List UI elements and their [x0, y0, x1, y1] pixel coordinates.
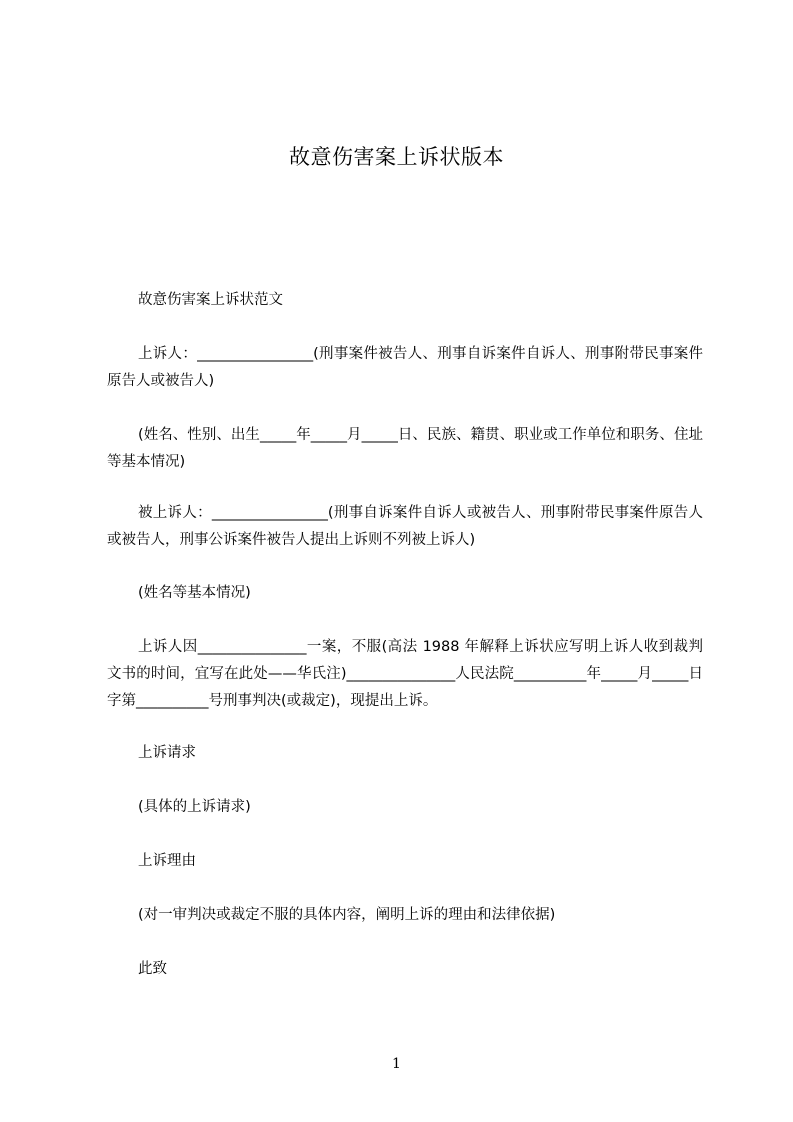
document-title: 故意伤害案上诉状版本 [289, 145, 504, 169]
paragraph-template-heading: 故意伤害案上诉状范文 [138, 292, 283, 308]
paragraph-appeal-request: (具体的上诉请求) [138, 799, 251, 815]
paragraph-appellant-details: (姓名、性别、出生_____年_____月_____日、民族、籍贯、职业或工作单位和职务、住址等基本情况) [107, 427, 703, 470]
heading-appeal-request: 上诉请求 [138, 745, 196, 761]
paragraph-appellant: 上诉人：________________(刑事案件被告人、刑事自诉案件自诉人、刑事附带民事案件原告人或被告人) [107, 346, 703, 389]
paragraph-appellee: 被上诉人：________________(刑事自诉案件自诉人或被告人、刑事附带民事案件原告人或被告人，刑事公诉案件被告人提出上诉则不列被上诉人) [107, 505, 703, 548]
heading-appeal-reasons: 上诉理由 [138, 853, 196, 869]
page-number: 1 [392, 1056, 401, 1072]
paragraph-appeal-statement: 上诉人因_______________一案，不服(高法 1988 年解释上诉状应写明上诉人收到裁判文书的时间，宜写在此处——华氏注)_______________人民法院__________年_____月_____日字第__________号刑事判决(或裁定)，现提出上诉。 [107, 639, 703, 709]
paragraph-appellee-details: (姓名等基本情况) [138, 585, 251, 601]
paragraph-appeal-reasons: (对一审判决或裁定不服的具体内容，阐明上诉的理由和法律依据) [138, 907, 556, 923]
paragraph-closing: 此致 [138, 961, 167, 977]
